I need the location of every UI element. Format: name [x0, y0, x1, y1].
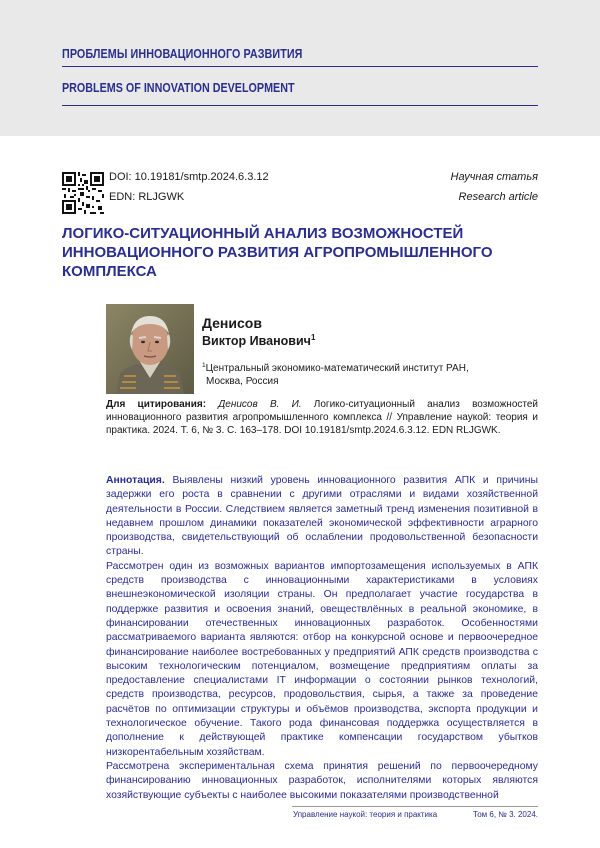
rubric-en: PROBLEMS OF INNOVATION DEVELOPMENT: [62, 81, 295, 95]
affiliation-mark-note: 1: [202, 362, 206, 369]
edn: EDN: RLJGWK: [109, 191, 185, 203]
abstract-paragraph-2: Рассмотрен один из возможных вариантов импортозамещения используемых в АПК средств производства с инновационными характеристиками в условиях внешнеэкономической изоляции страны. Он предполагает участие государства в поддержке развития и освоения знаний, овеществлённых в реальной экономике, в финансировании отечественных инновационных разработок. Особенностями рассматриваемого варианта являются: отбор на конкурсной основе и первоочередное финансирование наиболее востребованных у предприятий АПК средств производства с высоким технологическим потенциалом, возмещение предприятиям оплаты за предоставление специалистами IT информации о состоянии рынков технологий, средств производства, ресурсов, продовольствия, сырья, а также за проведение расчётов по оптимизации структуры и объёмов производства, экспорта продукции и технологическое обучение. Такого рода финансовая поддержка осуществляется в дополнение к действующей практике компенсации государством убытков низкорентабельным хозяйствам.: [106, 560, 538, 758]
header-divider-bottom: [62, 105, 538, 106]
footer-journal: Управление наукой: теория и практика: [293, 810, 438, 819]
citation-author: Денисов В. И.: [218, 399, 302, 410]
affiliation-line-2: Москва, Россия: [206, 376, 279, 387]
article-type-ru: Научная статья: [450, 171, 538, 183]
citation-text: Логико-ситуационный анализ возможностей инновационного развития агропромышленного комплекса // Управление наукой: теория и практика. 2024. Т. 6, № 3. С. 163–178. DOI 10.19181/smtp.2024.6.3.12. EDN RLJGWK.: [106, 399, 539, 436]
header-band: [0, 0, 600, 136]
citation-label: Для цитирования:: [106, 399, 207, 410]
affiliation-text-1: Центральный экономико-математический институт РАН,: [205, 363, 469, 374]
citation-block: [106, 398, 538, 437]
affiliation-line-1: [202, 362, 469, 374]
abstract-paragraph-1: [106, 474, 538, 560]
author-name: [202, 333, 315, 348]
header-divider: [62, 66, 538, 67]
author-name-text: Виктор Иванович: [202, 334, 311, 348]
footer-divider: [292, 806, 538, 807]
abstract-label: Аннотация.: [106, 475, 165, 486]
abstract-paragraph-3: Рассмотрена экспериментальная схема принятия решений по первоочередному финансированию инновационных разработок, исполнителями которых являются хозяйствующие субъекты с наиболее высокими показателями производственной: [106, 760, 538, 801]
doi[interactable]: DOI: 10.19181/smtp.2024.6.3.12: [109, 171, 269, 183]
author-surname: Денисов: [202, 315, 262, 331]
affiliation-mark: 1: [310, 333, 316, 342]
abstract: [106, 474, 538, 803]
rubric-ru: ПРОБЛЕМЫ ИННОВАЦИОННОГО РАЗВИТИЯ: [62, 47, 303, 61]
qr-code-icon: [62, 172, 104, 214]
author-photo: [106, 304, 194, 394]
article-type-en: Research article: [458, 191, 538, 203]
abstract-text-1: Выявлены низкий уровень инновационного развития АПК и причины задержки его роста в сравнении с другими отраслями и видами хозяйственной деятельности в России. Следствием является заметный тренд изменения позитивной в недавнем прошлом динамики показателей экономической эффективности аграрного производства, свидетельствующий об ослаблении продовольственной безопасности страны.: [106, 475, 538, 558]
article-title: ЛОГИКО-СИТУАЦИОННЫЙ АНАЛИЗ ВОЗМОЖНОСТЕЙ ИННОВАЦИОННОГО РАЗВИТИЯ АГРОПРОМЫШЛЕННОГО КОМПЛЕКСА: [62, 225, 493, 280]
footer-issue: Том 6, № 3. 2024.: [472, 810, 538, 819]
